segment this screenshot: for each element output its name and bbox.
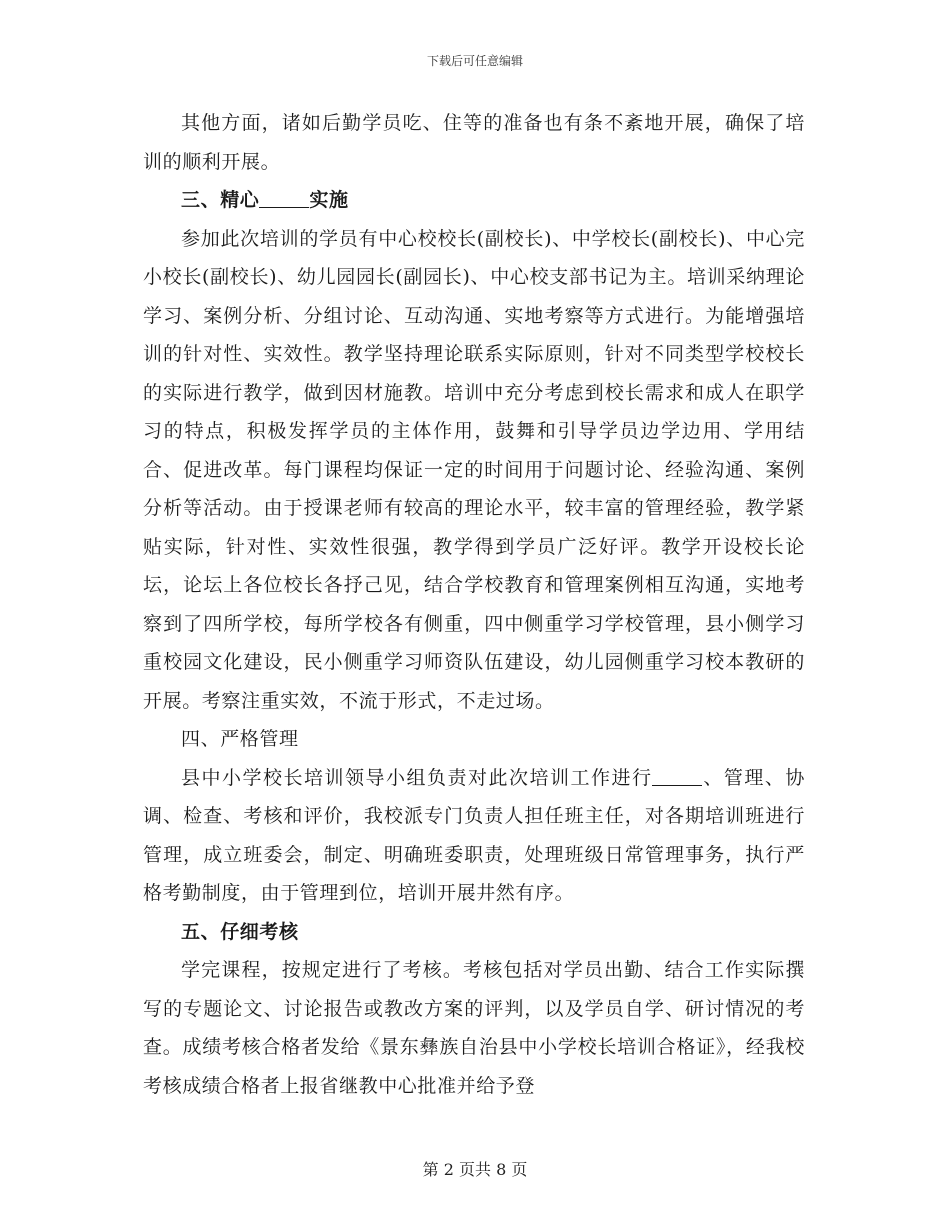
paragraph-management [143, 759, 805, 913]
paragraph-assessment: 学完课程，按规定进行了考核。考核包括对学员出勤、结合工作实际撰写的专题论文、讨论报告或教改方案的评判，以及学员自学、研讨情况的考查。成绩考核合格者发给《景东彝族自治县中小学校长培训合格证》，经我校考核成绩合格者上报省继教中心批准并给予登 [143, 959, 805, 1097]
paragraph-text-end: 、管理、协调、检查、考核和评价，我校派专门负责人担任班主任，对各期培训班进行管理，成立班委会，制定、明确班委职责，处理班级日常管理事务，执行严格考勤制度，由于管理到位，培训开展井然有序。 [143, 766, 805, 904]
paragraph-logistics: 其他方面，诸如后勤学员吃、住等的准备也有条不紊地开展，确保了培训的顺利开展。 [143, 112, 805, 173]
heading-text-end: 实施 [309, 189, 349, 211]
page-footer: 第 2 页共 8 页 [422, 1160, 528, 1179]
page-header: 下载后可任意编辑 [426, 54, 523, 68]
section-heading-management: 四、严格管理 [181, 728, 299, 750]
section-heading-assessment: 五、仔细考核 [181, 920, 299, 943]
document-body [143, 104, 805, 1105]
blank-underline [652, 766, 702, 786]
section-heading-implementation [143, 181, 805, 220]
paragraph-text-start: 县中小学校长培训领导小组负责对此次培训工作进行 [181, 766, 653, 789]
heading-text-start: 三、精心 [181, 189, 260, 211]
blank-underline [259, 188, 309, 208]
paragraph-implementation: 参加此次培训的学员有中心校校长(副校长)、中学校长(副校长)、中心完小校长(副校长)、幼儿园园长(副园长)、中心校支部书记为主。培训采纳理论学习、案例分析、分组讨论、互动沟通、实地考察等方式进行。为能增强培训的针对性、实效性。教学坚持理论联系实际原则，针对不同类型学校校长的实际进行教学，做到因材施教。培训中充分考虑到校长需求和成人在职学习的特点，积极发挥学员的主体作用，鼓舞和引导学员边学边用、学用结合、促进改革。每门课程均保证一定的时间用于问题讨论、经验沟通、案例分析等活动。由于授课老师有较高的理论水平，较丰富的管理经验，教学紧贴实际，针对性、实效性很强，教学得到学员广泛好评。教学开设校长论坛，论坛上各位校长各抒己见，结合学校教育和管理案例相互沟通，实地考察到了四所学校，每所学校各有侧重，四中侧重学习学校管理，县小侧学习重校园文化建设，民小侧重学习师资队伍建设，幼儿园侧重学习校本教研的开展。考察注重实效，不流于形式，不走过场。 [143, 227, 805, 712]
